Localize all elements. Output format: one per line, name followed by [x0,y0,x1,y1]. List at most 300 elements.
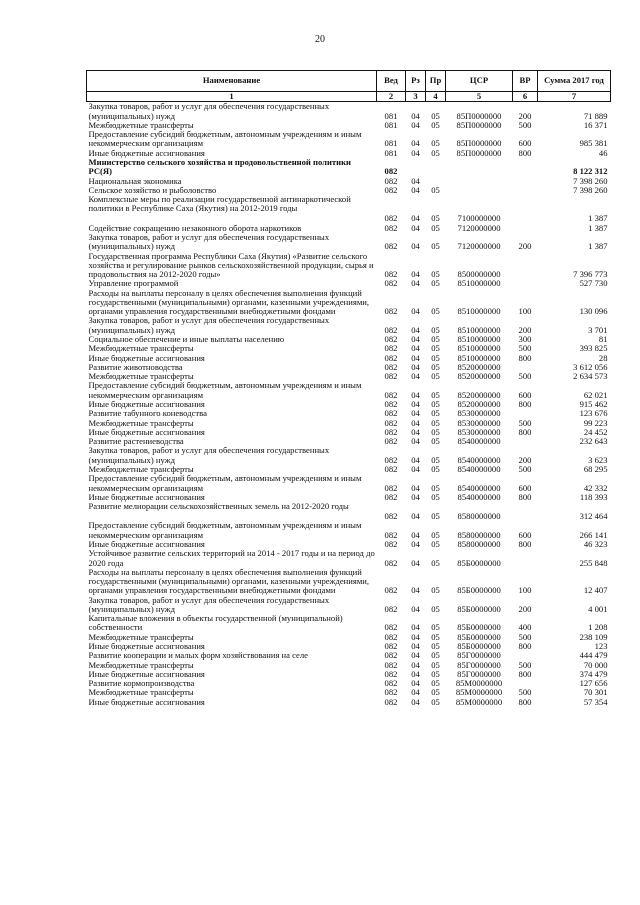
row-pr: 05 [431,324,440,335]
row-pr: 05 [431,278,440,289]
col-number: 1 [87,92,377,102]
row-sum: 4 001 [588,603,608,614]
row-name: Межбюджетные трансферты [88,119,194,130]
row-pr: 05 [431,241,440,252]
row-name: Развитие кооперации и малых форм хозяйствования на селе [88,650,308,661]
row-name: Развитие растениеводства [88,436,184,447]
col-number: 3 [406,92,426,102]
row-rz [406,158,426,177]
row-pr: 05 [431,603,440,614]
row-ved: 082 [384,603,398,614]
row-pr: 05 [431,491,440,502]
row-rz: 04 [411,269,420,280]
row-name: Межбюджетные трансферты [88,659,194,670]
row-ved: 082 [384,436,398,447]
row-ved: 082 [384,417,398,428]
table-row [87,614,611,633]
row-pr: 05 [431,408,440,419]
row-rz: 04 [411,491,420,502]
row-rz: 04 [411,399,420,409]
row-csr: 85П0000000 [456,138,502,149]
row-csr: 85Б0000000 [457,631,501,642]
row-name: Иные бюджетные ассигнования [88,426,205,437]
row-name: Капитальные вложения в объекты государственной (муниципальной) собственности [88,613,343,633]
table-row [87,381,611,400]
row-csr: 8520000000 [457,361,501,372]
row-sum: 46 323 [583,538,608,549]
row-ved: 082 [384,687,398,698]
row-csr: 85Б0000000 [457,622,501,633]
table-row [87,549,611,568]
row-ved: 082 [384,511,398,522]
row-ved: 081 [384,119,398,130]
row-ved: 082 [384,352,398,363]
row-pr: 05 [431,631,440,642]
row-pr: 05 [431,138,440,149]
row-rz: 04 [411,696,420,707]
row-vr: 800 [518,147,532,158]
budget-table [86,70,611,707]
row-pr: 05 [431,417,440,428]
row-ved: 082 [384,389,398,400]
row-sum: 3 623 [588,454,608,465]
table-row [87,195,611,224]
row-sum: 70 000 [583,659,608,670]
row-name: Содействие сокращению незаконного оборота наркотиков [88,222,302,233]
row-vr: 200 [518,454,532,465]
row-name: Развитие табунного коневодства [88,408,207,419]
row-csr: 8580000000 [457,538,501,549]
row-pr: 05 [431,687,440,698]
row-csr: 8530000000 [457,408,501,419]
row-pr: 05 [431,463,440,474]
row-ved: 082 [384,399,398,409]
row-sum: 1 387 [588,222,608,233]
row-ved: 082 [384,306,398,317]
row-rz: 04 [411,241,420,252]
row-csr: 8580000000 [457,511,501,522]
row-rz: 04 [411,585,420,596]
row-csr: 8580000000 [457,529,501,540]
row-csr: 8540000000 [457,491,501,502]
row-vr [513,186,538,195]
row-name: Предоставление субсидий бюджетным, автономным учреждениям и иным некоммерческим организациям [88,129,362,149]
col-number: 5 [446,92,513,102]
row-vr: 600 [518,138,532,149]
row-vr: 800 [518,641,532,652]
row-vr: 800 [518,352,532,363]
row-rz: 04 [411,631,420,642]
row-sum: 130 096 [579,306,608,317]
col-header-sum: Сумма 2017 год [538,71,611,92]
row-csr: 8540000000 [457,454,501,465]
row-pr: 05 [431,352,440,363]
table-body [87,102,611,707]
row-sum: 127 656 [579,678,608,689]
row-pr: 05 [431,511,440,522]
row-sum: 28 [598,352,608,363]
row-name: Предоставление субсидий бюджетным, автономным учреждениям и иным некоммерческим организациям [88,380,362,400]
row-name: Национальная экономика [88,175,182,186]
row-rz: 04 [411,352,420,363]
row-name: Иные бюджетные ассигнования [88,696,205,707]
row-csr: 85Г0000000 [457,659,501,670]
row-sum: 70 301 [583,687,608,698]
row-name: Иные бюджетные ассигнования [88,147,205,158]
row-name: Закупка товаров, работ и услуг для обеспечения государственных (муниципальных) нужд [88,101,330,121]
row-sum: 7 398 260 [573,184,608,195]
row-pr: 05 [431,659,440,670]
row-csr: 85П0000000 [456,147,502,158]
row-rz: 04 [411,659,420,670]
row-vr: 200 [518,241,532,252]
row-vr: 600 [518,529,532,540]
row-vr: 800 [518,668,532,679]
row-rz: 04 [411,417,420,428]
row-ved: 082 [384,175,398,186]
row-pr: 05 [431,538,440,549]
row-pr: 05 [431,269,440,280]
row-ved: 082 [384,678,398,689]
row-ved: 082 [384,371,398,382]
row-sum: 118 393 [579,491,608,502]
row-vr: 500 [518,463,532,474]
row-pr: 05 [431,213,440,224]
row-vr [513,279,538,288]
row-sum: 1 387 [588,213,608,224]
row-ved: 082 [384,650,398,661]
row-name: Иные бюджетные ассигнования [88,352,205,363]
row-sum: 2 634 573 [573,371,608,382]
row-csr: 8500000000 [457,269,501,280]
row-sum: 99 223 [583,417,608,428]
row-csr: 85Б0000000 [457,641,501,652]
row-rz: 04 [411,361,420,372]
row-rz: 04 [411,371,420,382]
row-name: Иные бюджетные ассигнования [88,399,205,409]
row-pr: 05 [431,529,440,540]
row-ved: 082 [384,426,398,437]
row-name: Закупка товаров, работ и услуг для обеспечения государственных (муниципальных) нужд [88,594,330,614]
row-csr [446,158,513,177]
table-row [87,252,611,280]
row-sum: 985 381 [579,138,608,149]
row-rz: 04 [411,334,420,345]
row-vr: 800 [518,426,532,437]
row-name: Межбюджетные трансферты [88,343,194,354]
row-vr: 500 [518,119,532,130]
row-name: Управление программой [88,278,179,289]
row-ved: 082 [384,343,398,354]
row-sum: 232 643 [579,436,608,447]
row-pr: 05 [431,399,440,409]
row-name: Предоставление субсидий бюджетным, автономным учреждениям и иным некоммерческим организациям [88,520,362,540]
row-ved: 081 [384,110,398,121]
row-vr: 800 [518,399,532,409]
row-sum: 8 122 312 [573,166,608,177]
row-ved: 082 [384,408,398,419]
row-sum: 266 141 [579,529,608,540]
row-sum: 46 [598,147,608,158]
row-csr: 85Б0000000 [457,585,501,596]
row-sum: 62 021 [583,389,608,400]
row-vr [513,252,538,280]
row-sum: 16 371 [583,119,608,130]
row-pr: 05 [431,622,440,633]
row-vr: 500 [518,371,532,382]
table-row [87,233,611,252]
row-sum: 42 332 [583,482,608,493]
col-header-rz: Рз [406,71,426,92]
table-row [87,102,611,121]
row-sum: 123 676 [579,408,608,419]
row-sum: 312 464 [579,511,608,522]
row-pr: 05 [431,110,440,121]
col-number: 6 [513,92,538,102]
row-sum: 393 825 [579,343,608,354]
page-number: 20 [315,34,325,45]
col-header-vr: ВР [513,71,538,92]
row-csr: 85Б0000000 [457,557,501,568]
row-ved: 081 [384,138,398,149]
row-name: Развитие мелиорации сельскохозяйственных земель на 2012-2020 годы [88,501,349,512]
row-ved: 082 [384,641,398,652]
row-ved: 082 [384,622,398,633]
row-vr: 100 [518,585,532,596]
row-csr [446,177,513,186]
row-csr: 8510000000 [457,306,501,317]
row-rz: 04 [411,454,420,465]
row-name: Расходы на выплаты персоналу в целях обеспечения выполнения функций государственными (муниципальными) органами, казенными учреждениями, органами управления государственными внебюджетными фондами [88,566,370,596]
row-sum: 255 848 [579,557,608,568]
row-csr [446,186,513,195]
row-rz: 04 [411,184,420,195]
row-pr: 05 [431,678,440,689]
row-csr: 8510000000 [457,334,501,345]
row-csr: 8510000000 [457,324,501,335]
row-ved: 082 [384,269,398,280]
row-sum: 7 398 260 [573,175,608,186]
row-pr: 05 [431,454,440,465]
row-ved: 082 [384,454,398,465]
row-pr: 05 [431,650,440,661]
table-row [87,474,611,493]
row-pr: 05 [431,361,440,372]
row-vr: 500 [518,417,532,428]
row-csr: 85П0000000 [456,110,502,121]
row-sum: 3 701 [588,324,608,335]
row-rz: 04 [411,343,420,354]
row-csr: 8520000000 [457,389,501,400]
row-rz: 04 [411,408,420,419]
row-name: Предоставление субсидий бюджетным, автономным учреждениям и иным некоммерческим организациям [88,473,362,493]
row-pr: 05 [431,696,440,707]
row-rz: 04 [411,389,420,400]
row-pr: 05 [431,334,440,345]
row-vr [513,549,538,568]
row-name: Социальное обеспечение и иные выплаты населению [88,334,285,345]
row-pr: 05 [431,557,440,568]
column-number-row [87,92,611,102]
row-pr: 05 [431,436,440,447]
row-rz: 04 [411,138,420,149]
row-rz: 04 [411,119,420,130]
row-vr: 800 [518,696,532,707]
col-number: 4 [426,92,446,102]
row-csr: 8540000000 [457,436,501,447]
row-rz: 04 [411,306,420,317]
row-sum: 915 462 [579,399,608,409]
row-csr: 8520000000 [457,371,501,382]
row-name: Закупка товаров, работ и услуг для обеспечения государственных (муниципальных) нужд [88,445,330,465]
row-vr [513,437,538,446]
table-row [87,568,611,596]
row-csr: 85М0000000 [455,687,503,698]
row-vr: 100 [518,306,532,317]
row-ved: 082 [384,213,398,224]
col-number: 2 [377,92,406,102]
row-ved: 082 [384,631,398,642]
row-vr: 500 [518,659,532,670]
col-header-csr: ЦСР [446,71,513,92]
row-ved: 082 [384,361,398,372]
row-vr: 600 [518,389,532,400]
row-pr: 05 [431,426,440,437]
table-row [87,698,611,707]
col-number: 7 [538,92,611,102]
row-rz: 04 [411,538,420,549]
row-vr [513,195,538,224]
row-sum: 68 295 [583,463,608,474]
row-ved: 082 [384,222,398,233]
row-vr: 200 [518,324,532,335]
row-name: Устойчивое развитие сельских территорий на 2014 - 2017 годы и на период до 2020 года [88,548,375,568]
row-csr: 8530000000 [457,417,501,428]
row-vr: 500 [518,343,532,354]
row-pr [426,158,446,177]
row-vr [513,502,538,521]
row-ved: 082 [384,696,398,707]
row-vr [513,158,538,177]
row-rz: 04 [411,557,420,568]
row-sum: 71 889 [583,110,608,121]
row-vr [513,177,538,186]
row-sum: 123 [594,641,608,652]
row-rz: 04 [411,222,420,233]
row-sum: 238 109 [579,631,608,642]
row-csr: 85М0000000 [455,696,503,707]
row-vr: 600 [518,482,532,493]
row-name: Развитие кормопроизводства [88,678,195,689]
row-ved: 082 [384,659,398,670]
row-name: Закупка товаров, работ и услуг для обеспечения государственных (муниципальных) нужд [88,231,330,252]
row-name: Комплексные меры по реализации государственной антинаркотической политики в Республике Саха (Якутия) на 2012-2019 годы [88,194,351,214]
row-ved: 082 [384,278,398,289]
row-csr: 8510000000 [457,278,501,289]
header-row [87,71,611,92]
row-name: Иные бюджетные ассигнования [88,641,205,652]
row-pr: 05 [431,222,440,233]
col-header-pr: Пр [426,71,446,92]
row-name: Расходы на выплаты персоналу в целях обеспечения выполнения функций государственными (муниципальными) органами, казенными учреждениями, органами управления государственными внебюджетными фондами [88,287,370,317]
row-csr: 85Г0000000 [457,668,501,679]
row-name: Развитие животноводства [88,361,183,372]
row-pr: 05 [431,306,440,317]
row-ved: 082 [384,529,398,540]
row-rz: 04 [411,324,420,335]
row-vr [513,224,538,233]
row-rz: 04 [411,426,420,437]
row-sum: 81 [598,334,608,345]
row-rz: 04 [411,278,420,289]
row-pr: 05 [431,668,440,679]
row-rz: 04 [411,603,420,614]
row-rz: 04 [411,641,420,652]
table-row [87,521,611,540]
row-vr: 500 [518,631,532,642]
row-rz: 04 [411,687,420,698]
row-ved: 082 [384,463,398,474]
table-row [87,502,611,521]
row-ved: 082 [384,585,398,596]
row-vr: 200 [518,603,532,614]
row-name: Государственная программа Республики Саха (Якутия) «Развитие сельского хозяйства и регулирование рынков сельскохозяйственной продукции, сырья и продовольствия на 2012-2020 годы» [88,250,374,280]
row-csr: 7100000000 [457,213,501,224]
row-csr: 7120000000 [457,241,501,252]
row-ved: 082 [384,491,398,502]
row-rz: 04 [411,110,420,121]
row-pr: 05 [431,641,440,652]
row-rz: 04 [411,668,420,679]
row-csr: 8510000000 [457,352,501,363]
row-ved: 082 [384,482,398,493]
row-rz: 04 [411,175,420,186]
row-csr: 85Г0000000 [457,650,501,661]
row-vr: 800 [518,491,532,502]
row-pr: 05 [431,184,440,195]
table-row [87,316,611,335]
row-rz: 04 [411,650,420,661]
table-row [87,289,611,317]
row-sum: 3 612 056 [573,361,608,372]
row-ved: 082 [384,241,398,252]
row-sum: 1 387 [588,241,608,252]
row-name: Сельское хозяйство и рыболовство [88,184,217,195]
row-rz: 04 [411,482,420,493]
row-csr: 8510000000 [457,343,501,354]
row-ved: 082 [384,668,398,679]
row-name: Межбюджетные трансферты [88,631,194,642]
row-sum: 57 354 [583,696,608,707]
row-pr: 05 [431,343,440,354]
row-vr: 300 [518,334,532,345]
row-ved: 081 [384,147,398,158]
row-name: Иные бюджетные ассигнования [88,538,205,549]
row-rz: 04 [411,213,420,224]
row-ved: 082 [384,557,398,568]
row-vr: 500 [518,687,532,698]
row-csr: 8540000000 [457,463,501,474]
row-sum: 12 407 [583,585,608,596]
row-sum: 7 396 773 [573,269,608,280]
row-rz: 04 [411,463,420,474]
row-csr: 85П0000000 [456,119,502,130]
row-csr: 8540000000 [457,482,501,493]
table-row [87,446,611,465]
row-csr: 8530000000 [457,426,501,437]
row-vr: 200 [518,110,532,121]
row-sum: 444 479 [579,650,608,661]
